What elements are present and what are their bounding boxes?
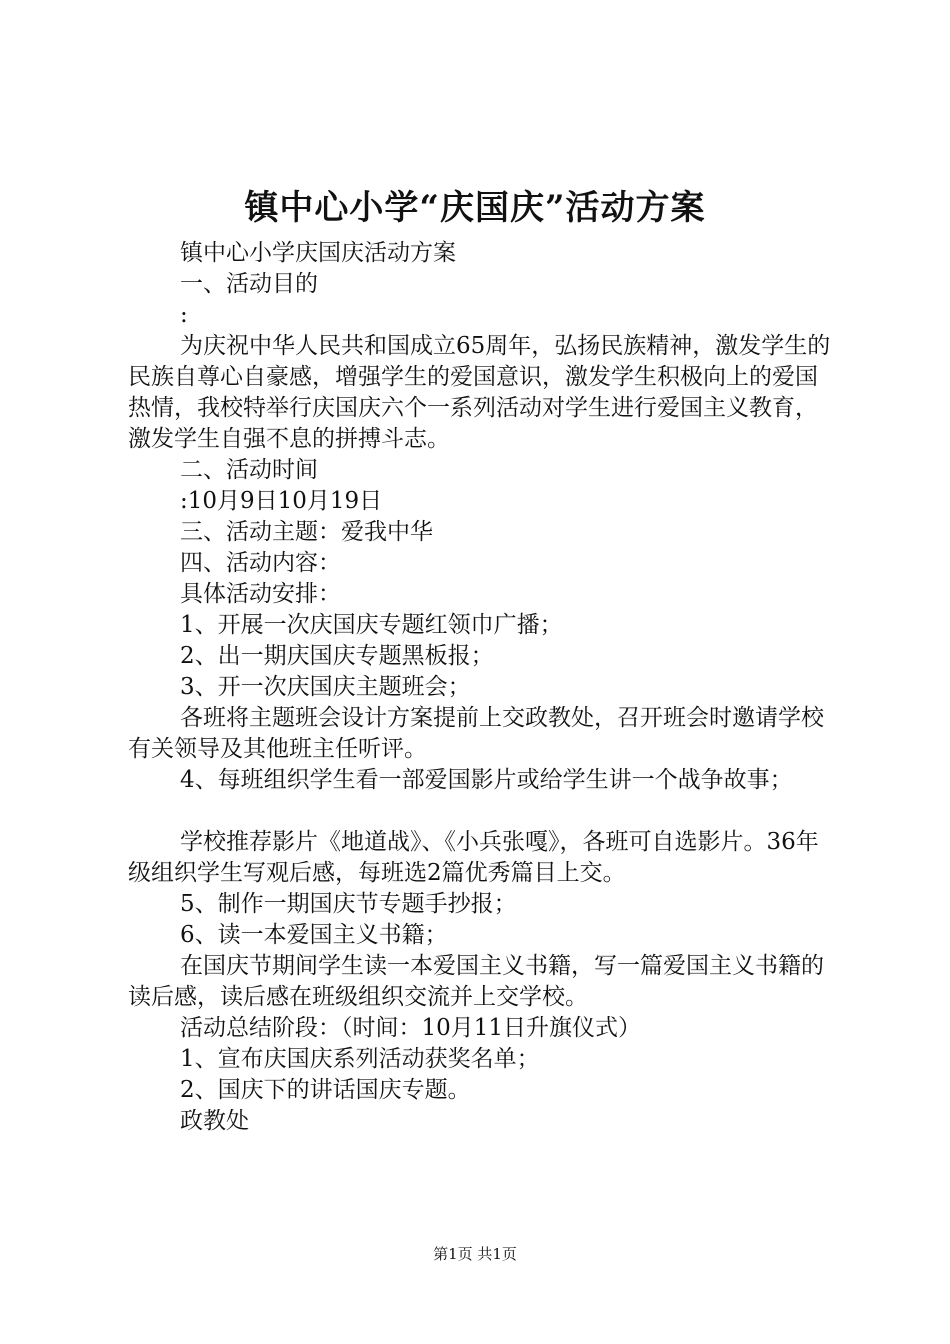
paragraph-colon: : [180,302,188,328]
list-item-4: 4、每班组织学生看一部爱国影片或给学生讲一个战争故事； [180,767,793,793]
paragraph-time-text: :10月9日10月19日 [180,488,383,514]
list-item-1: 1、开展一次庆国庆专题红领巾广播； [180,612,563,638]
list-item-3: 3、开一次庆国庆主题班会； [180,674,471,700]
signature-office: 政教处 [180,1108,249,1134]
list-item-6: 6、读一本爱国主义书籍； [180,922,448,948]
paragraph-theme: 三、活动主题：爱我中华 [180,519,433,545]
blank-line [128,796,838,827]
paragraph-arrangement: 具体活动安排： [180,581,341,607]
list-item-2: 2、出一期庆国庆专题黑板报； [180,643,494,669]
paragraph-films: 学校推荐影片《地道战》、《小兵张嘎》，各班可自选影片。36年级组织学生写观后感，每班选2篇优秀篇目上交。 [128,829,819,886]
paragraph-reading: 在国庆节期间学生读一本爱国主义书籍，写一篇爱国主义书籍的读后感，读后感在班级组织交流并上交学校。 [128,953,824,1010]
summary-item-1: 1、宣布庆国庆系列活动获奖名单； [180,1046,540,1072]
paragraph-heading-purpose: 一、活动目的 [180,271,318,297]
paragraph-class-meeting: 各班将主题班会设计方案提前上交政教处，召开班会时邀请学校有关领导及其他班主任听评。 [128,705,824,762]
paragraph-purpose-text: 为庆祝中华人民共和国成立65周年，弘扬民族精神，激发学生的民族自尊心自豪感，增强学生的爱国意识，激发学生积极向上的爱国热情，我校特举行庆国庆六个一系列活动对学生进行爱国主义教育，激发学生自强不息的拼搏斗志。 [128,333,831,452]
document-title: 镇中心小学“庆国庆”活动方案 [244,188,706,228]
paragraph-subtitle: 镇中心小学庆国庆活动方案 [180,240,456,266]
paragraph-heading-content: 四、活动内容： [180,550,341,576]
list-item-5: 5、制作一期国庆节专题手抄报； [180,891,517,917]
document-body [128,238,838,1137]
paragraph-summary-stage: 活动总结阶段：（时间：10月11日升旗仪式） [180,1015,642,1041]
paragraph-heading-time: 二、活动时间 [180,457,318,483]
page-number-footer: 第1页 共1页 [433,1245,517,1263]
summary-item-2: 2、国庆下的讲话国庆专题。 [180,1077,471,1103]
